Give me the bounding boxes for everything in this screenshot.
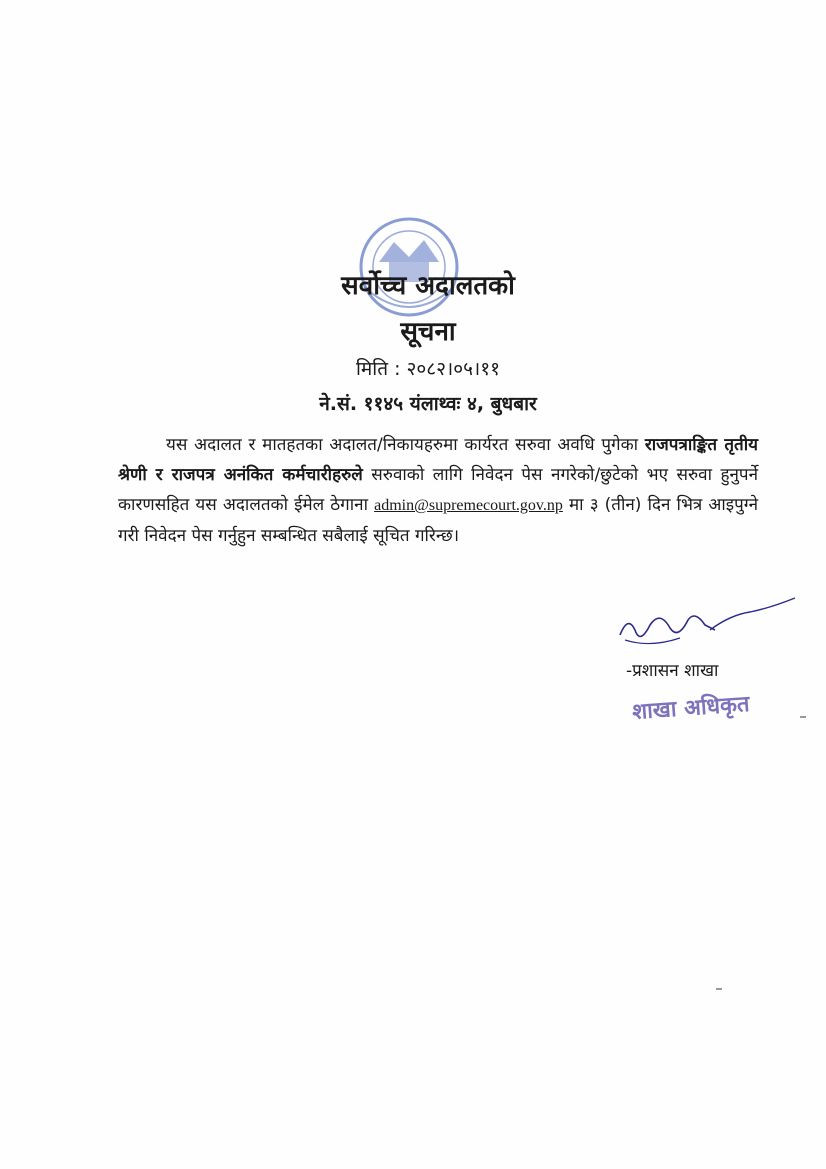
officer-stamp: शाखा अधिकृत	[631, 691, 751, 726]
notice-email-link[interactable]: admin@supremecourt.gov.np	[374, 497, 563, 514]
notice-body-employee-class: राजपत्राङ्कित तृतीय श्रेणी र राजपत्र अनंकित कर्मचारीहरुले	[118, 435, 758, 485]
notice-title: सूचना	[400, 317, 456, 347]
notice-date-bs: मिति : २०८२।०५।११	[356, 358, 500, 380]
scan-mark	[716, 988, 722, 990]
scan-mark	[800, 716, 806, 718]
notice-body-part4: मा ३ (तीन) दिन भित्र आइपुग्ने गरी निवेदन पेस गर्नुहुन सम्बन्धित सबैलाई सूचित गरिन्छ।	[118, 495, 758, 546]
notice-date-nepal-sambat: ने.सं. ११४५ यंलाथ्वः ४, बुधबार	[319, 393, 537, 415]
notice-body-part1: यस अदालत र मातहतका अदालत/निकायहरुमा कार्यरत सरुवा अवधि पुगेका	[166, 435, 639, 455]
signature-office-label: -प्रशासन शाखा	[626, 661, 719, 681]
notice-body-part3: सरुवाको लागि निवेदन पेस नगरेको/छुटेको भए सरुवा हुनुपर्ने कारणसहित यस अदालतको ईमेल ठेगाना	[118, 465, 759, 515]
notice-title-court: सर्वोच्च अदालतको	[341, 271, 515, 301]
notice-body	[118, 430, 758, 551]
